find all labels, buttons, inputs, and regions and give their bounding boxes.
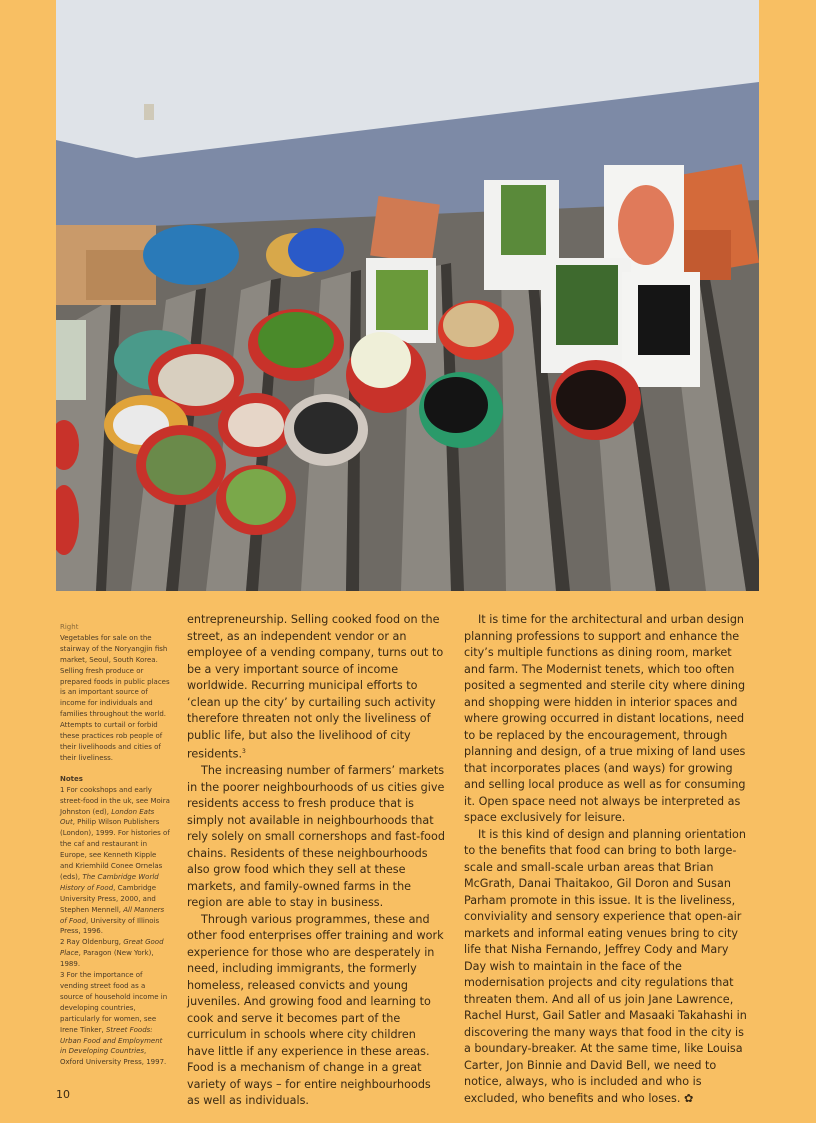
end-mark-icon: ✿ <box>683 1091 694 1105</box>
notes-heading: Notes <box>60 774 83 783</box>
body-column-2 <box>464 612 754 1107</box>
note-3: 3 For the importance of vending street food as a source of household income in developing countries, particularly for women, see Irene Tinker, Street Foods: Urban Food and Employment in Developing Countries, Oxford University Press, 1997. <box>60 971 168 1067</box>
note-1: 1 For cookshops and early street-food in the uk, see Moira Johnston (ed), London Eats Out, Philip Wilson Publishers (London), 1999. For histories of the caf and restaurant in Europe, see Kenneth Kipple and Kriemhild Conee Ornelas (eds), The Cambridge World History of Food, Cambridge University Press, 2000, and Stephen Mennell, All Manners of Food, University of Illinois Press, 1996. <box>60 785 170 936</box>
paragraph: Through various programmes, these and other food enterprises offer training and work experience for those who are desperately in need, including immigrants, the formerly homeless, released convicts and young juveniles. And growing food and learning to cook and serve it becomes part of the curriculum in schools where city children have little if any experience in these areas. Food is a mechanism of change in a great variety of ways – for entire neighbourhoods as well as individuals. <box>187 912 444 1108</box>
paragraph: The increasing number of farmers’ markets in the poorer neighbourhoods of us cities give residents access to fresh produce that is simply not available in neighbourhoods that rely solely on small cornershops and fast-food chains. Residents of these neighbourhoods also grow food which they sell at these markets, and family-owned farms in the region are able to stay in business. <box>187 764 445 910</box>
paragraph: It is this kind of design and planning orientation to the benefits that food can bring to both large-scale and small-scale urban areas that Brian McGrath, Danai Thaitakoo, Gil Doron and Susan Parham promote in this issue. It is the liveliness, conviviality and sensory experience that open-air markets and informal eating venues bring to city life that Nisha Fernando, Jeffrey Cody and Mary Day wish to maintain in the face of the modernisation projects and city regulations that threaten them. And all of us join Jane Lawrence, Rachel Hurst, Gail Satler and Masaaki Takahashi in discovering the many ways that food in the city is a boundary-breaker. At the same time, like Louisa Carter, Jon Binnie and David Bell, we need to notice, always, who is included and who is excluded, who benefits and who loses. ✿ <box>464 827 747 1105</box>
page-number: 10 <box>56 1088 70 1101</box>
market-stairs-photo <box>56 0 759 591</box>
body-column-1 <box>187 612 445 1110</box>
paragraph: entrepreneurship. Selling cooked food on the street, as an independent vendor or an employee of a vending company, turns out to be a very important source of income worldwide. Recurring municipal efforts to ‘clean up the city’ by curtailing such activity therefore threaten not only the liveliness of public life, but also the livelihood of city residents.$^3$ <box>187 613 444 761</box>
photo-caption: Vegetables for sale on the stairway of the Noryangjin fish market, Seoul, South Korea. Selling fresh produce or prepared foods in public places is an important source of income for individuals and families throughout the world. Attempts to curtail or forbid these practices rob people of their livelihoods and cities of their liveliness. <box>60 633 170 762</box>
footnote-ref: 3 <box>242 748 246 755</box>
caption-label: Right <box>60 623 79 631</box>
paragraph: It is time for the architectural and urban design planning professions to support and enhance the city’s multiple functions as dining room, market and farm. The Modernist tenets, which too often posited a segmented and sterile city where dining and shopping were hidden in interior spaces and where growing occurred in distant locations, need to be replaced by the encouragement, through planning and design, of a true mixing of land uses that incorporates places (and ways) for growing and selling local produce as well as for consuming it. Open space need not always be interpreted as space exclusively for leisure. <box>464 613 746 824</box>
note-2: 2 Ray Oldenburg, Great Good Place, Paragon (New York), 1989. <box>60 938 164 969</box>
sidebar <box>60 622 170 1068</box>
